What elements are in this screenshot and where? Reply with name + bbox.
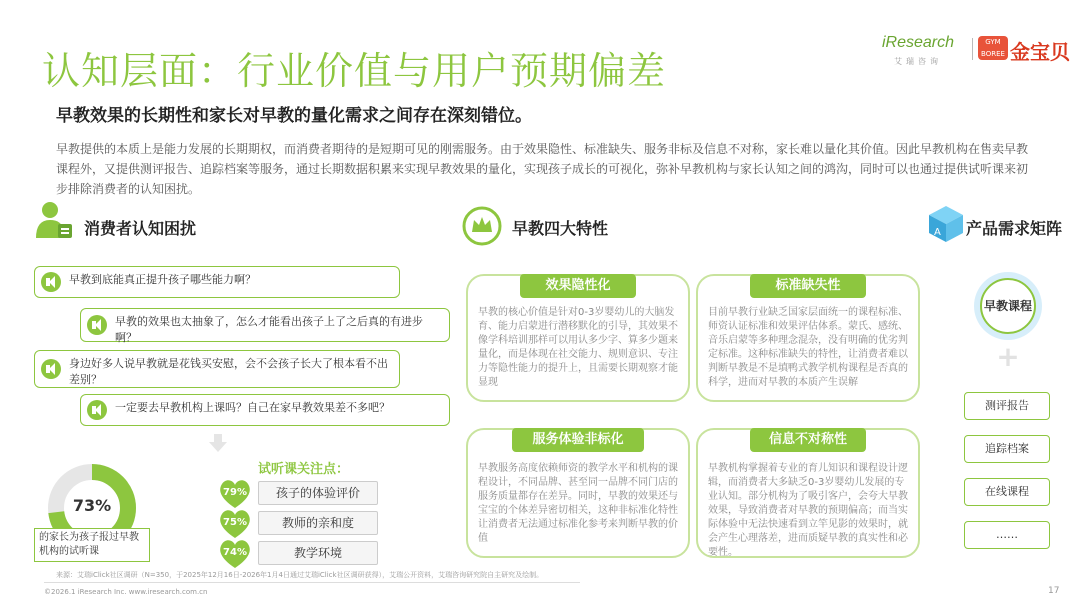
heart-icon [218,508,252,540]
heart-icon [218,478,252,510]
attention-pct: 79% [223,487,247,498]
feature-card-body: 早教机构掌握着专业的育儿知识和课程设计逻辑，而消费者大多缺乏0-3岁婴幼儿发展的专业认知。部分机构为了吸引客户，会夸大早教效果，导致消费者对早教的预期偏高；而当实际体验中无法快速看到立竿见影的效果时，就会产生心理落差，进而质疑早教的真实性和必要性。 [708,463,908,558]
matrix-item-2: 追踪档案 [964,435,1050,463]
attention-pct: 74% [223,547,247,558]
speaker-icon [87,400,107,420]
donut-value: 73% [72,496,112,515]
speaker-icon [41,359,61,379]
question-bubble-3 [34,350,400,388]
attention-item-1: 孩子的体验评价 [258,481,378,505]
matrix-section-title: 产品需求矩阵 [966,219,1063,238]
feature-card-body: 早教的核心价值是针对0-3岁婴幼儿的大脑发育、能力启蒙进行潜移默化的引导，其效果不像学科培训那样可以用认多少字、算多少题来量化，而是体现在社交能力、规则意识、专注力等隐性能力的提升上，且需要长期观察才能显现 [478,307,678,388]
speaker-icon [41,272,61,292]
question-bubble-4 [80,394,450,426]
arrow-down-icon [208,434,228,454]
crown-icon [462,206,502,246]
speaker-icon [87,315,107,335]
brand-mark-icon: GYM BOREE [978,36,1008,60]
donut-label: 的家长为孩子报过早教机构的试听课 [34,528,150,562]
svg-text:A: A [934,227,941,238]
consumer-section-title: 消费者认知困扰 [84,219,197,238]
feature-card-body: 早教服务高度依赖师资的教学水平和机构的课程设计，不同品牌、甚至同一品牌不同门店的服务质量都存在差异。同时，早教的效果还与宝宝的个体差异密切相关，这种非标准化特性让消费者无法通过标准化参考来判断早教的价值 [478,463,678,544]
feature-card-1 [466,274,690,402]
brand-logo: GYM BOREE 金宝贝 [978,34,1074,66]
feature-card-body: 目前早教行业缺乏国家层面统一的课程标准、师资认证标准和效果评估体系。蒙氏、感统、音乐启蒙等多种理念混杂，没有明确的优劣判定标准。这种标准缺失的特性，让消费者难以判断早教是不是填鸭式教学机构课程是否真的科学，进而对早教的本质产生误解 [708,307,908,388]
attention-item-3: 教学环境 [258,541,378,565]
features-section-title: 早教四大特性 [512,219,609,238]
feature-card-title: 信息不对称性 [750,428,866,452]
core-product-label: 早教课程 [980,278,1036,334]
question-text: 一定要去早教机构上课吗？自己在家早教效果差不多吧？ [115,401,390,414]
feature-card-title: 标准缺失性 [750,274,866,298]
question-bubble-2 [80,308,450,342]
matrix-item-4: …… [964,521,1050,549]
feature-card-3 [466,428,690,558]
plus-sign: + [996,340,1020,373]
matrix-item-1: 测评报告 [964,392,1050,420]
logo-divider [972,38,973,60]
intro-paragraph: 早教提供的本质上是能力发展的长期期权，而消费者期待的是短期可见的刚需服务。由于效果隐性、标准缺失、服务非标及信息不对称，家长难以量化其价值。因此早教机构在售卖早教课程外，又提供测评报告、追踪档案等服务，通过长期数据积累来实现早教效果的量化，实现孩子成长的可视化，弥补早教机构与家长认知之间的鸿沟，同时可以也通过提供试听课来初步排除消费者的认知困扰。 [56,142,1029,196]
attention-pct: 75% [223,517,247,528]
attention-item-2: 教师的亲和度 [258,511,378,535]
person-icon [34,200,74,240]
copyright: ©2026.1 iResearch Inc. www.iresearch.com.cn [44,588,208,596]
question-text: 早教的效果也太抽象了，怎么才能看出孩子上了之后真的有进步啊？ [115,315,423,344]
matrix-item-3: 在线课程 [964,478,1050,506]
question-bubble-1 [34,266,400,298]
question-text: 早教到底能真正提升孩子哪些能力啊？ [69,273,256,286]
page-title: 认知层面：行业价值与用户预期偏差 [42,49,667,93]
feature-card-title: 服务体验非标化 [512,428,644,452]
heart-icon [218,538,252,570]
footer-divider [44,582,580,583]
subtitle: 早教效果的长期性和家长对早教的量化需求之间存在深刻错位。 [56,106,532,126]
page-number: 17 [1048,586,1060,596]
core-product-circle [974,272,1042,340]
cube-icon [926,204,966,244]
feature-card-title: 效果隐性化 [520,274,636,298]
source-note: 来源：艾瑞iClick社区调研（N=350，于2025年12月16日-2026年1月4日通过艾瑞iClick社区调研获得），艾瑞公开资料，艾瑞咨询研究院自主研究及绘制。 [56,571,544,579]
question-text: 身边好多人说早教就是花钱买安慰，会不会孩子长大了根本看不出差别？ [69,357,388,386]
attention-title: 试听课关注点： [258,462,350,477]
feature-card-4 [696,428,920,558]
iresearch-logo: iResearch 艾瑞咨询 [882,34,955,66]
feature-card-2 [696,274,920,402]
